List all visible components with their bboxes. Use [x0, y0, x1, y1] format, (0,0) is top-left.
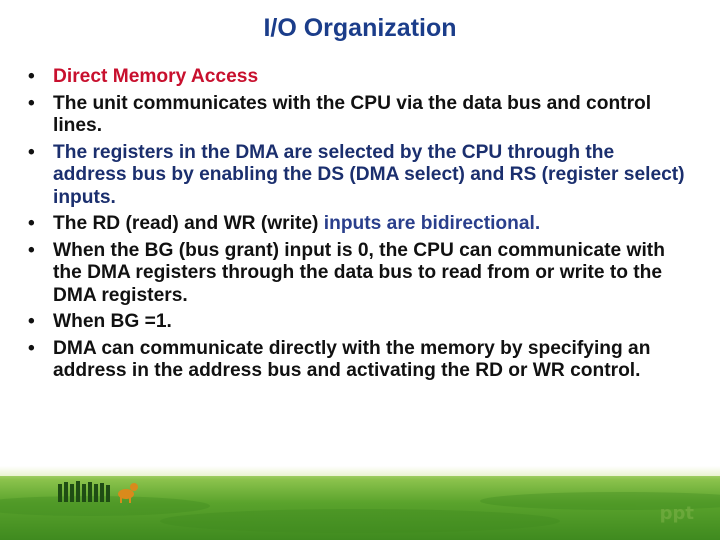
bullet-item — [26, 66, 686, 89]
bullet-text: The registers in the DMA are selected by the CPU through the address bus by enabling the DS (DMA select) and RS (register select) inputs. — [53, 141, 685, 208]
bullet-list — [26, 66, 686, 387]
trees-and-animal-icon — [56, 478, 146, 506]
bullet-item — [26, 240, 686, 308]
bullet-dot: • — [28, 66, 35, 87]
bullet-item — [26, 93, 686, 138]
bullet-item — [26, 338, 686, 383]
bullet-dot: • — [28, 213, 35, 234]
bullet-text: Direct Memory Access — [53, 66, 259, 87]
bullet-item — [26, 311, 686, 334]
bullet-item — [26, 213, 686, 236]
bullet-text: The unit communicates with the CPU via the data bus and control lines. — [53, 92, 652, 136]
bullet-text: When the BG (bus grant) input is 0, the CPU can communicate with the DMA registers through the data bus to read from or write to the DMA registers. — [53, 239, 665, 306]
bullet-text: The RD (read) and WR (write) — [53, 213, 324, 234]
bullet-dot: • — [28, 141, 35, 163]
bullet-item — [26, 142, 686, 210]
bullet-dot: • — [28, 337, 35, 359]
footer-watermark: ppt — [659, 503, 694, 524]
bullet-dot: • — [28, 239, 35, 261]
bullet-text: When BG =1. — [53, 311, 172, 332]
bullet-dot: • — [28, 311, 35, 332]
horizon-band — [0, 466, 720, 476]
slide-title: I/O Organization — [263, 14, 457, 42]
bullet-dot: • — [28, 92, 35, 114]
bullet-text: DMA can communicate directly with the memory by specifying an address in the address bus and activating the RD or WR control. — [53, 337, 651, 381]
bullet-highlight-text: inputs are bidirectional. — [323, 213, 541, 234]
